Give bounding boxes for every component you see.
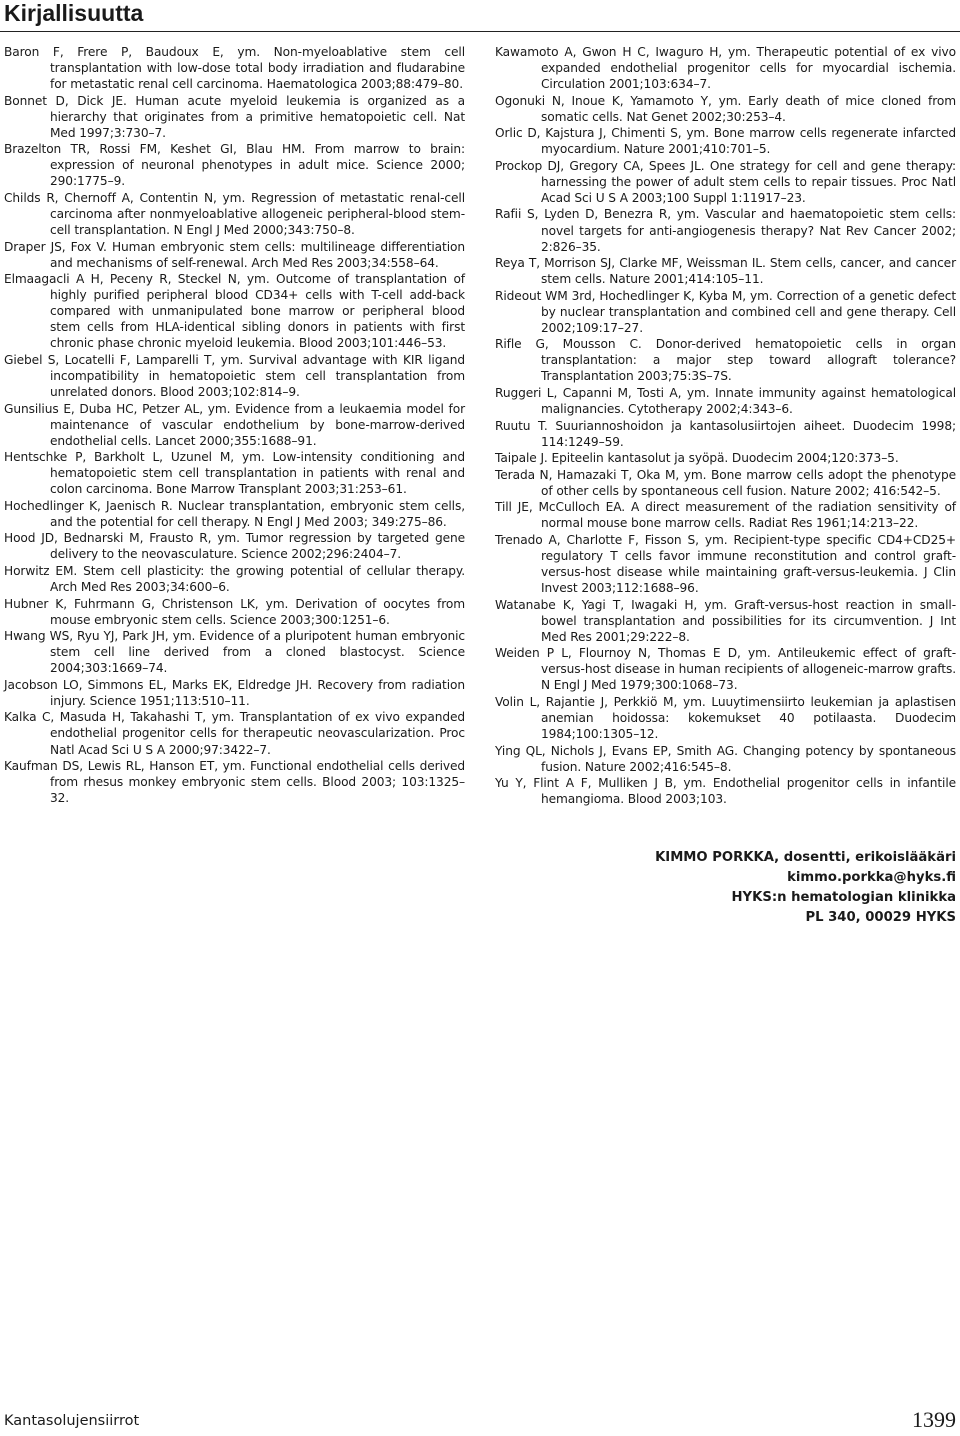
reference-item: Horwitz EM. Stem cell plasticity: the growing potential of cellular therapy. Arch Med Res 2003;34:600–6. [4,564,465,595]
reference-item: Childs R, Chernoff A, Contentin N, ym. Regression of metastatic renal-cell carcinoma after nonmyeloablative allogeneic peripheral-blood stem-cell transplantation. N Engl J Med 2000;343:750–8. [4,190,465,238]
reference-item: Gunsilius E, Duba HC, Petzer AL, ym. Evidence from a leukaemia model for maintenance of vascular endothelium by bone-marrow-derived endothelial cells. Lancet 2000;355:1688–91. [4,401,465,448]
reference-item: Rifle G, Mousson C. Donor-derived hematopoietic cells in organ transplantation: a major step toward allograft tolerance? Transplantation 2003;75:3S–7S. [495,337,956,384]
reference-item: Kalka C, Masuda H, Takahashi T, ym. Transplantation of ex vivo expanded endothelial progenitor cells for therapeutic neovascularization. Proc Natl Acad Sci U S A 2000;97:3422–7. [4,710,465,757]
reference-item: Taipale J. Epiteelin kantasolut ja syöpä. Duodecim 2004;120:373–5. [495,451,899,466]
reference-item: Baron F, Frere P, Baudoux E, ym. Non-myeloablative stem cell transplantation with low-dose total body irradiation and fludarabine for metastatic renal cell carcinoma. Haematologica 2003;88:479–80. [4,45,465,92]
reference-item: Ruutu T. Suuriannoshoidon ja kantasolusiirtojen aiheet. Duodecim 1998; 114:1249–59. [495,418,956,449]
reference-item: Till JE, McCulloch EA. A direct measurement of the radiation sensitivity of normal mouse bone marrow cells. Radiat Res 1961;14:213–22. [495,500,956,531]
reference-item: Terada N, Hamazaki T, Oka M, ym. Bone marrow cells adopt the phenotype of other cells by spontaneous cell fusion. Nature 2002; 416:542–5. [495,467,956,498]
reference-item: Hochedlinger K, Jaenisch R. Nuclear transplantation, embryonic stem cells, and the potential for cell therapy. N Engl J Med 2003; 349:275–86. [4,498,465,529]
reference-item: Volin L, Rajantie J, Perkkiö M, ym. Luuytimensiirto leukemian ja aplastisen anemian hoidossa: kokemukset 40 potilaasta. Duodecim 1984;100:1305–12. [495,694,956,741]
reference-item: Giebel S, Locatelli F, Lamparelli T, ym. Survival advantage with KIR ligand incompatibility in hematopoietic stem cell transplantation from unrelated donors. Blood 2003;102:814–9. [4,352,465,399]
page-title: Kirjallisuutta [4,0,144,26]
reference-item: Yu Y, Flint A F, Mulliken J B, ym. Endothelial progenitor cells in infantile hemangioma. Blood 2003;103. [495,776,956,807]
author-signature [655,848,956,928]
reference-item: Rideout WM 3rd, Hochedlinger K, Kyba M, ym. Correction of a genetic defect by nuclear transplantation and combined cell and gene therapy. Cell 2002;109:17–27. [495,288,956,335]
reference-item: Kawamoto A, Gwon H C, Iwaguro H, ym. Therapeutic potential of ex vivo expanded endothelial progenitor cells for myocardial ischemia. Circulation 2001;103:634–7. [495,45,956,92]
reference-item: Brazelton TR, Rossi FM, Keshet GI, Blau HM. From marrow to brain: expression of neuronal phenotypes in adult mice. Science 2000; 290:1775–9. [4,142,465,189]
page-number: 1399 [912,1407,956,1432]
reference-item: Jacobson LO, Simmons EL, Marks EK, Eldredge JH. Recovery from radiation injury. Science 1951;113:510–11. [4,677,465,708]
author-name: KIMMO PORKKA, dosentti, erikoislääkäri [655,850,956,865]
reference-item: Orlic D, Kajstura J, Chimenti S, ym. Bone marrow cells regenerate infarcted myocardium. Nature 2001;410:701–5. [495,126,956,157]
reference-item: Hwang WS, Ryu YJ, Park JH, ym. Evidence of a pluripotent human embryonic stem cell line derived from a cloned blastocyst. Science 2004;303:1669–74. [4,629,465,676]
reference-item: Ogonuki N, Inoue K, Yamamoto Y, ym. Early death of mice cloned from somatic cells. Nat Genet 2002;30:253–4. [495,93,956,124]
author-address: PL 340, 00029 HYKS [805,910,956,925]
reference-item: Ruggeri L, Capanni M, Tosti A, ym. Innate immunity against hematological malignancies. Cytotherapy 2002;4:343–6. [495,385,956,417]
reference-column-left [4,44,465,807]
reference-item: Watanabe K, Yagi T, Iwagaki H, ym. Graft-versus-host reaction in small-bowel transplantation and possibilities for its circumvention. J Int Med Res 2001;29:222–8. [495,597,956,644]
reference-item: Draper JS, Fox V. Human embryonic stem cells: multilineage differentiation and mechanisms of self-renewal. Arch Med Res 2003;34:558–64. [4,239,465,270]
reference-item: Trenado A, Charlotte F, Fisson S, ym. Recipient-type specific CD4+CD25+ regulatory T cells favor immune reconstitution and control graft-versus-host disease while maintaining graft-versus-leukemia. J Clin Invest 2003;112:1688–96. [495,532,956,596]
reference-item: Prockop DJ, Gregory CA, Spees JL. One strategy for cell and gene therapy: harnessing the power of adult stem cells to repair tissues. Proc Natl Acad Sci U S A 2003;100 Suppl 1:11917–23. [495,158,956,205]
reference-item: Hood JD, Bednarski M, Frausto R, ym. Tumor regression by targeted gene delivery to the neovasculature. Science 2002;296:2404–7. [4,531,465,562]
title-divider [0,31,960,32]
reference-item: Weiden P L, Flournoy N, Thomas E D, ym. Antileukemic effect of graft-versus-host disease in human recipients of allogeneic-marrow grafts. N Engl J Med 1979;300:1068–73. [495,646,956,693]
reference-item: Hubner K, Fuhrmann G, Christenson LK, ym. Derivation of oocytes from mouse embryonic stem cells. Science 2003;300:1251–6. [4,596,465,627]
reference-item: Ying QL, Nichols J, Evans EP, Smith AG. Changing potency by spontaneous fusion. Nature 2002;416:545–8. [495,743,956,774]
reference-item: Kaufman DS, Lewis RL, Hanson ET, ym. Functional endothelial cells derived from rhesus monkey embryonic stem cells. Blood 2003; 103:1325–32. [4,759,465,806]
reference-item: Bonnet D, Dick JE. Human acute myeloid leukemia is organized as a hierarchy that originates from a primitive hematopoietic cell. Nat Med 1997;3:730–7. [4,93,465,140]
reference-item: Elmaagacli A H, Peceny R, Steckel N, ym. Outcome of transplantation of highly purified peripheral blood CD34+ cells with T-cell add-back compared with unmanipulated bone marrow or peripheral blood stem cells from HLA-identical sibling donors in patients with first chronic phase chronic myeloid leukemia. Blood 2003;101:446–53. [4,272,465,351]
author-department: HYKS:n hematologian klinikka [731,890,956,905]
reference-item: Rafii S, Lyden D, Benezra R, ym. Vascular and haematopoietic stem cells: novel targets for anti-angiogenesis therapy? Nat Rev Cancer 2002; 2:826–35. [495,207,956,254]
reference-column-right [495,44,956,808]
author-email: kimmo.porkka@hyks.fi [787,870,956,885]
reference-item: Hentschke P, Barkholt L, Uzunel M, ym. Low-intensity conditioning and hematopoietic stem cell transplantation in patients with renal and colon carcinoma. Bone Marrow Transplant 2003;31:253–61. [4,450,465,497]
footer-section-name: Kantasolujensiirrot [4,1413,140,1429]
reference-item: Reya T, Morrison SJ, Clarke MF, Weissman IL. Stem cells, cancer, and cancer stem cells. Nature 2001;414:105–11. [495,256,956,287]
